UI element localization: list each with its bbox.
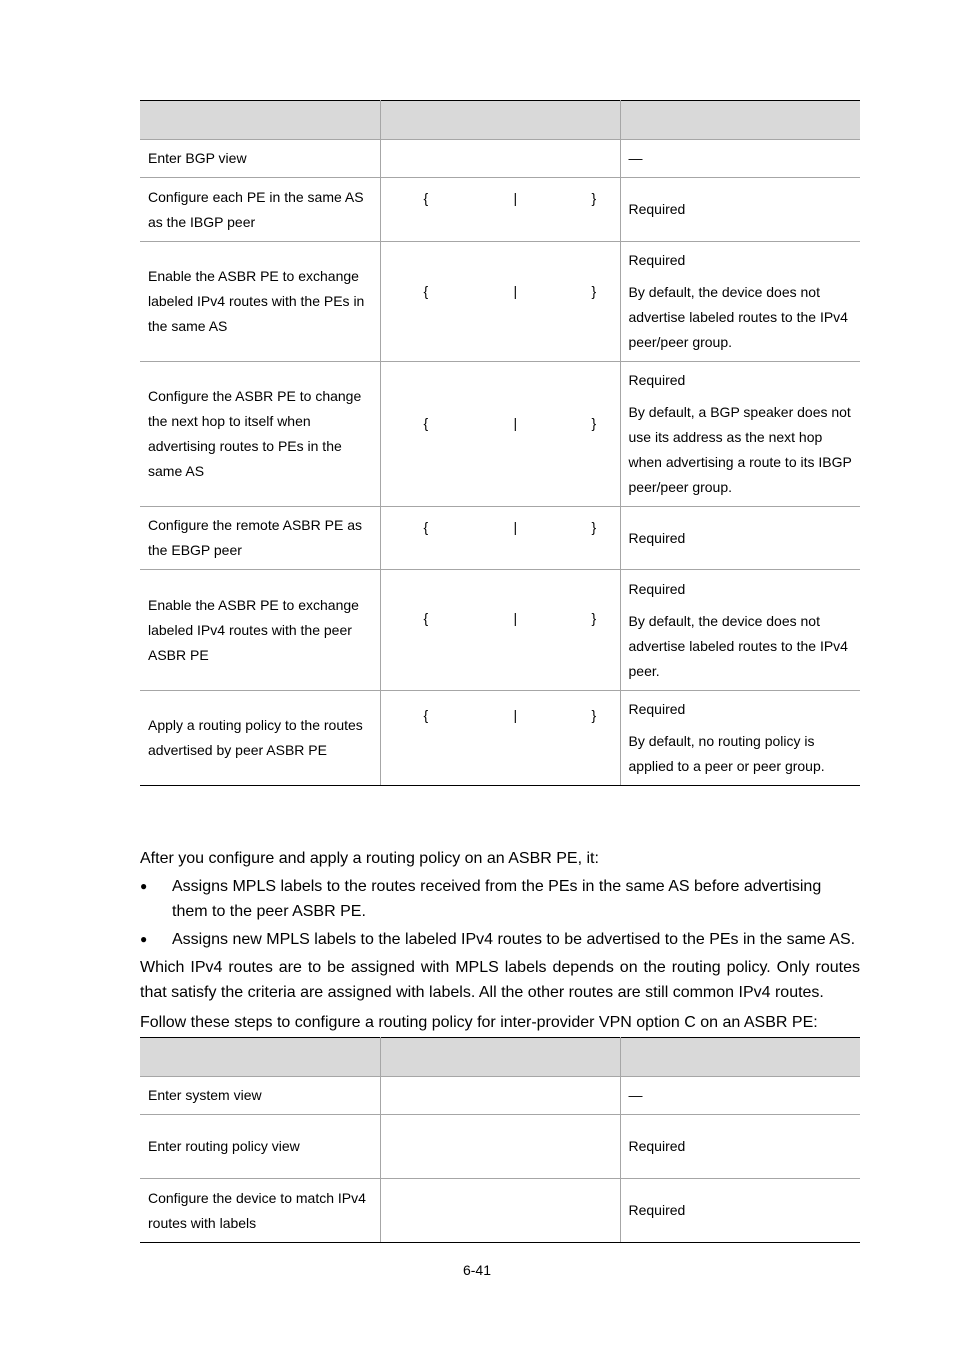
bullet-text: Assigns MPLS labels to the routes received from the PEs in the same AS before advertising them to the peer ASBR PE. <box>172 878 822 920</box>
routing-policy-table <box>140 1037 860 1243</box>
remarks-cell: Required <box>620 1179 860 1243</box>
remarks-cell <box>620 691 860 786</box>
header-cell-command <box>380 101 620 140</box>
table-row <box>140 507 860 570</box>
operation-cell: Enter routing policy view <box>140 1115 380 1179</box>
brace-bar: | <box>513 415 518 431</box>
bullet-item <box>140 927 860 952</box>
remarks-cell: Required <box>620 178 860 242</box>
brace-open: { <box>423 610 429 626</box>
table-row <box>140 242 860 362</box>
command-cell <box>380 178 620 242</box>
steps-intro-paragraph: Follow these steps to configure a routing policy for inter-provider VPN option C on an ASBR PE: <box>140 1014 818 1031</box>
remarks-cell: Required <box>620 507 860 570</box>
brace-open: { <box>423 283 429 299</box>
operation-cell: Configure the remote ASBR PE as the EBGP peer <box>140 507 380 570</box>
command-cell <box>380 242 620 362</box>
remark-required: Required <box>628 252 686 268</box>
table-row <box>140 1115 860 1179</box>
brace-bar: | <box>513 519 518 535</box>
header-cell-remarks <box>620 1038 860 1077</box>
bullet-item <box>140 874 860 924</box>
table-header-row <box>140 101 860 140</box>
remark-required: Required <box>628 580 686 597</box>
brace-bar: | <box>513 190 518 206</box>
operation-cell: Enable the ASBR PE to exchange labeled IPv4 routes with the peer ASBR PE <box>140 570 380 691</box>
operation-cell: Configure each PE in the same AS as the IBGP peer <box>140 178 380 242</box>
bullet-dot-icon: ● <box>140 932 148 946</box>
operation-cell: Enter BGP view <box>140 140 380 178</box>
bgp-config-table <box>140 100 860 786</box>
remark-required: Required <box>628 701 686 717</box>
brace-open: { <box>423 190 429 206</box>
brace-close: } <box>591 415 597 431</box>
command-cell <box>380 507 620 570</box>
table-row <box>140 140 860 178</box>
table-row <box>140 178 860 242</box>
operation-cell: Configure the device to match IPv4 routes with labels <box>140 1179 380 1243</box>
brace-close: } <box>591 707 597 723</box>
operation-cell: Enable the ASBR PE to exchange labeled IPv4 routes with the PEs in the same AS <box>140 242 380 362</box>
table-row <box>140 1077 860 1115</box>
operation-cell: Configure the ASBR PE to change the next hop to itself when advertising routes to PEs in the same AS <box>140 362 380 507</box>
remark-default: By default, no routing policy is applied to a peer or peer group. <box>628 733 825 774</box>
bullet-text: Assigns new MPLS labels to the labeled IPv4 routes to be advertised to the PEs in the same AS. <box>172 931 856 948</box>
brace-close: } <box>591 190 597 206</box>
header-cell-command <box>380 1038 620 1077</box>
operation-cell: Apply a routing policy to the routes advertised by peer ASBR PE <box>140 691 380 786</box>
header-cell-operation <box>140 1038 380 1077</box>
policy-paragraph: Which IPv4 routes are to be assigned with MPLS labels depends on the routing policy. Only routes that satisfy the criteria are assigned with labels. All the other routes are still common IPv4 routes. <box>140 959 860 1001</box>
bullet-dot-icon: ● <box>140 879 148 893</box>
brace-bar: | <box>513 283 518 299</box>
brace-bar: | <box>513 707 518 723</box>
brace-close: } <box>591 283 597 299</box>
remarks-cell <box>620 570 860 691</box>
command-cell <box>380 1115 620 1179</box>
command-cell <box>380 1179 620 1243</box>
brace-open: { <box>423 707 429 723</box>
remark-default: By default, a BGP speaker does not use its address as the next hop when advertising a route to its IBGP peer/peer group. <box>628 404 852 495</box>
command-cell <box>380 691 620 786</box>
remarks-cell <box>620 242 860 362</box>
command-cell <box>380 362 620 507</box>
brace-close: } <box>591 610 597 626</box>
brace-open: { <box>423 415 429 431</box>
remarks-cell <box>620 362 860 507</box>
command-cell <box>380 1077 620 1115</box>
brace-bar: | <box>513 610 518 626</box>
operation-cell: Enter system view <box>140 1077 380 1115</box>
table-row <box>140 1179 860 1243</box>
intro-paragraph: After you configure and apply a routing policy on an ASBR PE, it: <box>140 850 599 867</box>
brace-close: } <box>591 519 597 535</box>
remarks-cell: Required <box>620 1115 860 1179</box>
header-cell-operation <box>140 101 380 140</box>
table-row <box>140 362 860 507</box>
table-header-row <box>140 1038 860 1077</box>
remarks-cell: — <box>620 1077 860 1115</box>
remarks-cell: — <box>620 140 860 178</box>
table-row <box>140 570 860 691</box>
brace-open: { <box>423 519 429 535</box>
header-cell-remarks <box>620 101 860 140</box>
remark-default: By default, the device does not advertise labeled routes to the IPv4 peer/peer group. <box>628 284 848 350</box>
remark-required: Required <box>628 372 686 388</box>
remark-default: By default, the device does not advertise labeled routes to the IPv4 peer. <box>628 612 848 679</box>
command-cell <box>380 140 620 178</box>
table-row <box>140 691 860 786</box>
command-cell <box>380 570 620 691</box>
page-number: 6-41 <box>462 1262 492 1278</box>
